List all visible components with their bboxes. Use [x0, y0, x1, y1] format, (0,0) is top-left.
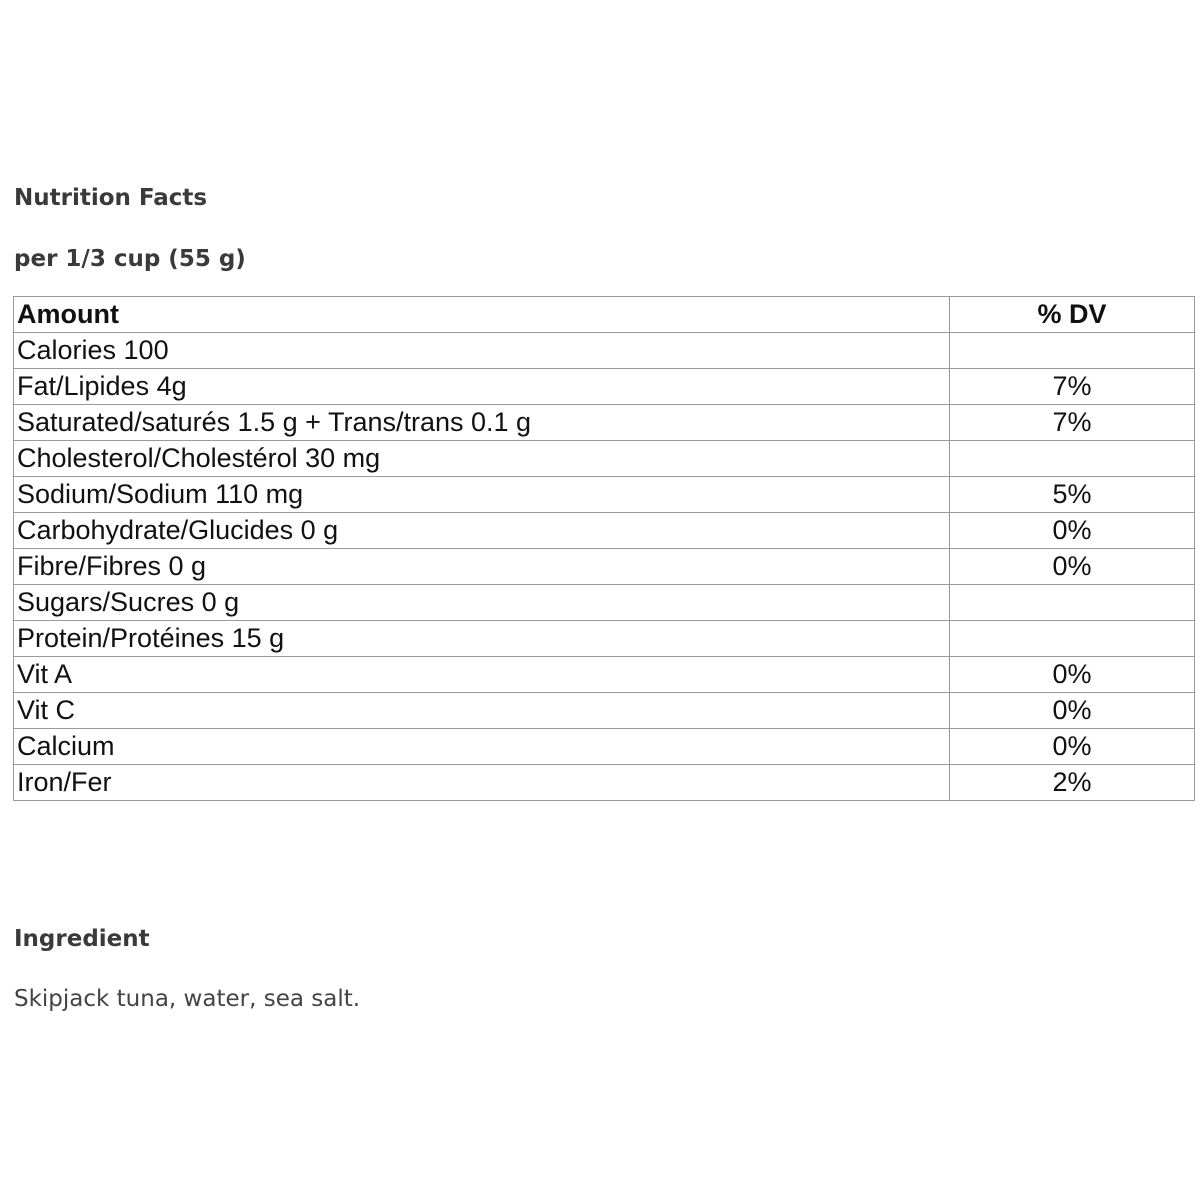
nutrient-dv: 0%	[950, 513, 1195, 549]
table-row	[14, 657, 1195, 693]
nutrient-name: Fibre/Fibres 0 g	[14, 549, 950, 585]
nutrient-name: Iron/Fer	[14, 765, 950, 801]
nutrient-name: Calories 100	[14, 333, 950, 369]
nutrient-name: Sugars/Sucres 0 g	[14, 585, 950, 621]
nutrient-name: Fat/Lipides 4g	[14, 369, 950, 405]
table-row	[14, 441, 1195, 477]
ingredient-heading: Ingredient	[14, 926, 150, 952]
nutrition-table	[13, 296, 1195, 801]
table-row	[14, 405, 1195, 441]
nutrient-dv	[950, 585, 1195, 621]
nutrient-dv: 0%	[950, 657, 1195, 693]
nutrient-name: Cholesterol/Cholestérol 30 mg	[14, 441, 950, 477]
serving-size: per 1/3 cup (55 g)	[14, 246, 246, 272]
ingredient-list: Skipjack tuna, water, sea salt.	[14, 986, 361, 1012]
nutrient-dv	[950, 621, 1195, 657]
nutrient-dv: 7%	[950, 405, 1195, 441]
table-row	[14, 765, 1195, 801]
table-row	[14, 621, 1195, 657]
table-row	[14, 513, 1195, 549]
nutrient-dv: 0%	[950, 549, 1195, 585]
nutrient-name: Carbohydrate/Glucides 0 g	[14, 513, 950, 549]
amount-header: Amount	[14, 297, 950, 333]
nutrient-name: Protein/Protéines 15 g	[14, 621, 950, 657]
nutrient-dv: 2%	[950, 765, 1195, 801]
nutrient-name: Saturated/saturés 1.5 g + Trans/trans 0.1 g	[14, 405, 950, 441]
nutrient-dv: 0%	[950, 729, 1195, 765]
table-row	[14, 729, 1195, 765]
table-row	[14, 369, 1195, 405]
table-row	[14, 477, 1195, 513]
nutrient-dv: 7%	[950, 369, 1195, 405]
dv-header: % DV	[950, 297, 1195, 333]
table-header-row	[14, 297, 1195, 333]
nutrient-dv: 0%	[950, 693, 1195, 729]
table-row	[14, 585, 1195, 621]
nutrient-dv: 5%	[950, 477, 1195, 513]
table-row	[14, 549, 1195, 585]
nutrient-name: Vit C	[14, 693, 950, 729]
nutrient-name: Sodium/Sodium 110 mg	[14, 477, 950, 513]
nutrient-name: Vit A	[14, 657, 950, 693]
nutrient-dv	[950, 441, 1195, 477]
page-title: Nutrition Facts	[14, 185, 208, 211]
table-row	[14, 333, 1195, 369]
nutrient-dv	[950, 333, 1195, 369]
nutrient-name: Calcium	[14, 729, 950, 765]
table-row	[14, 693, 1195, 729]
